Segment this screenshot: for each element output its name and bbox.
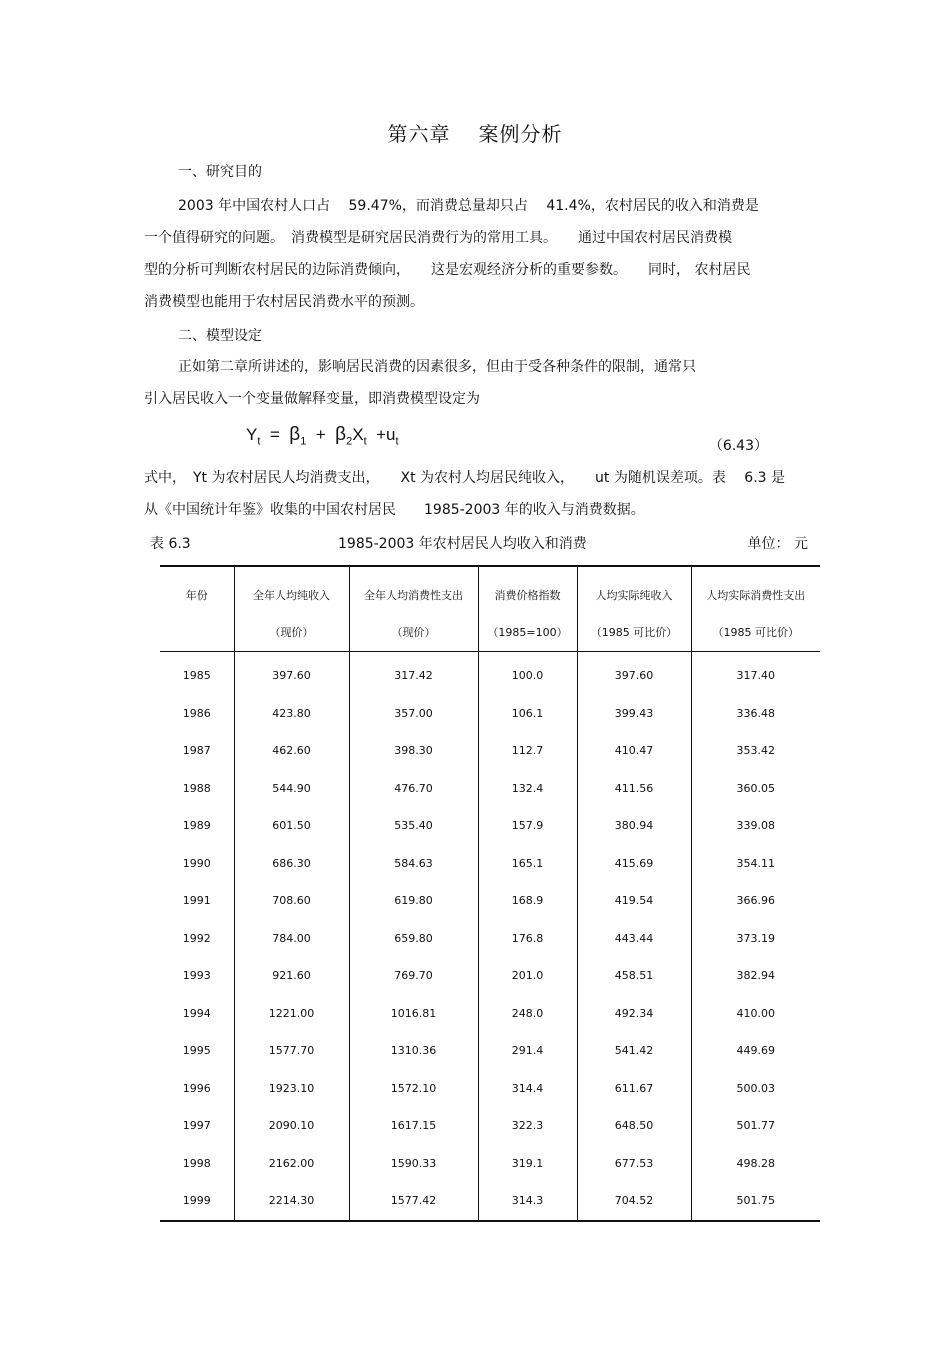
column-header-unit: （现价） (269, 626, 314, 639)
table-cell: 1572.10 (349, 1070, 478, 1108)
table-cell: 476.70 (349, 770, 478, 808)
table-cell: 1990 (182, 856, 211, 870)
table-row (160, 652, 820, 695)
column-header (234, 566, 349, 652)
table-cell: 1310.36 (349, 1032, 478, 1070)
table-cell: 611.67 (577, 1070, 691, 1108)
table-cell: 708.60 (234, 882, 349, 920)
table-cell: 462.60 (234, 732, 349, 770)
column-header (691, 566, 820, 652)
column-header (577, 566, 691, 652)
table-title: 1985-2003 年农村居民人均收入和消费 (338, 536, 587, 552)
table-cell: 419.54 (577, 882, 691, 920)
table-cell: 921.60 (234, 957, 349, 995)
page-title (0, 118, 950, 147)
paragraph-line: 式中， Yt 为农村居民人均消费支出， Xt 为农村人均居民纯收入， ut 为随机误差项。表 6.3 是 (144, 470, 785, 486)
table-row (160, 770, 820, 808)
table-cell: 112.7 (478, 732, 577, 770)
paragraph-line: 2003 年中国农村人口占 59.47%，而消费总量却只占 41.4%，农村居民的收入和消费是 (178, 198, 759, 214)
table-cell: 1577.42 (349, 1182, 478, 1221)
table-cell: 458.51 (577, 957, 691, 995)
table-cell: 1991 (182, 894, 211, 908)
table-cell: 366.96 (691, 882, 820, 920)
equation-number: （6.43） (708, 438, 768, 454)
column-header (478, 566, 577, 652)
table-cell: 336.48 (691, 695, 820, 733)
table-cell: 686.30 (234, 845, 349, 883)
section-heading-model-setting: 二、模型设定 (178, 328, 262, 344)
table-cell: 501.77 (691, 1107, 820, 1145)
table-cell: 443.44 (577, 920, 691, 958)
table-cell: 317.42 (349, 652, 478, 695)
table-cell: 659.80 (349, 920, 478, 958)
table-cell: 1016.81 (349, 995, 478, 1033)
table-cell: 106.1 (478, 695, 577, 733)
section-heading-research-purpose: 一、研究目的 (178, 164, 262, 180)
table-label: 表 6.3 (150, 536, 191, 552)
column-header-unit: （1985 可比价） (712, 626, 799, 639)
table-cell: 201.0 (478, 957, 577, 995)
table-cell: 601.50 (234, 807, 349, 845)
table-cell: 1221.00 (234, 995, 349, 1033)
table-cell: 501.75 (691, 1182, 820, 1221)
table-cell: 449.69 (691, 1032, 820, 1070)
table-row (160, 807, 820, 845)
income-consumption-table (160, 565, 820, 1222)
paragraph-variable-definitions (144, 462, 804, 526)
table-cell: 410.47 (577, 732, 691, 770)
table-cell: 397.60 (234, 652, 349, 695)
paragraph-research-purpose (144, 190, 804, 318)
chapter-title: 案例分析 (478, 122, 563, 146)
table-cell: 1994 (182, 1006, 211, 1020)
table-row (160, 882, 820, 920)
table-row (160, 957, 820, 995)
table-cell: 1999 (160, 1182, 234, 1221)
table-cell: 1988 (182, 781, 211, 795)
consumption-model-formula: $Y_t = \beta_1 + \beta_2X_t +u_t$ (246, 424, 399, 448)
table-row (160, 1107, 820, 1145)
table-cell: 357.00 (349, 695, 478, 733)
table-cell: 410.00 (691, 995, 820, 1033)
table-cell: 500.03 (691, 1070, 820, 1108)
table-cell: 1998 (182, 1156, 211, 1170)
paragraph-line: 消费模型也能用于农村居民消费水平的预测。 (144, 294, 424, 310)
table-body (160, 652, 820, 1221)
table-cell: 677.53 (577, 1145, 691, 1183)
column-header-unit: （1985 可比价） (590, 626, 678, 639)
table-cell: 354.11 (691, 845, 820, 883)
table-cell: 100.0 (478, 652, 577, 695)
column-header-line: 人均实际消费性支出 (706, 589, 806, 602)
table-cell: 248.0 (478, 995, 577, 1033)
table-cell: 784.00 (234, 920, 349, 958)
table-cell: 1617.15 (349, 1107, 478, 1145)
table-cell: 165.1 (478, 845, 577, 883)
table-cell: 2214.30 (234, 1182, 349, 1221)
table-cell: 498.28 (691, 1145, 820, 1183)
table-cell: 314.3 (478, 1182, 577, 1221)
paragraph-line: 正如第二章所讲述的，影响居民消费的因素很多，但由于受各种条件的限制，通常只 (178, 359, 696, 375)
table-cell: 176.8 (478, 920, 577, 958)
table-cell: 541.42 (577, 1032, 691, 1070)
paragraph-line: 引入居民收入一个变量做解释变量，即消费模型设定为 (144, 391, 480, 407)
table-unit: 单位： 元 (747, 536, 808, 552)
table-row (160, 995, 820, 1033)
table-cell: 619.80 (349, 882, 478, 920)
table-cell: 423.80 (234, 695, 349, 733)
table-row (160, 732, 820, 770)
table-row (160, 1145, 820, 1183)
paragraph-line: 一个值得研究的问题。 消费模型是研究居民消费行为的常用工具。 通过中国农村居民消费模 (144, 230, 732, 246)
table-cell: 322.3 (478, 1107, 577, 1145)
paragraph-line: 从《中国统计年鉴》收集的中国农村居民 1985-2003 年的收入与消费数据。 (144, 502, 645, 518)
table-cell: 1986 (182, 706, 211, 720)
table-cell: 1993 (182, 969, 211, 983)
table-cell: 157.9 (478, 807, 577, 845)
table-cell: 2090.10 (234, 1107, 349, 1145)
table-cell: 317.40 (691, 652, 820, 695)
column-header (349, 566, 478, 652)
table-cell: 769.70 (349, 957, 478, 995)
table-cell: 399.43 (577, 695, 691, 733)
table-cell: 360.05 (691, 770, 820, 808)
table-cell: 1985 (182, 669, 211, 683)
table-cell: 535.40 (349, 807, 478, 845)
table-cell: 1992 (182, 931, 211, 945)
table-cell: 544.90 (234, 770, 349, 808)
table-row (160, 1032, 820, 1070)
table-cell: 168.9 (478, 882, 577, 920)
table-cell: 1996 (182, 1081, 211, 1095)
table-cell: 380.94 (577, 807, 691, 845)
table-header-row (160, 566, 820, 652)
column-header-line: 全年人均纯收入 (253, 589, 330, 602)
table-cell: 1590.33 (349, 1145, 478, 1183)
table-cell: 353.42 (691, 732, 820, 770)
table-cell: 397.60 (577, 652, 691, 695)
column-header-line: 年份 (185, 589, 208, 602)
column-header-line: 消费价格指数 (494, 589, 561, 602)
table-cell: 584.63 (349, 845, 478, 883)
table-cell: 373.19 (691, 920, 820, 958)
table-cell: 648.50 (577, 1107, 691, 1145)
column-header-line: 全年人均消费性支出 (364, 589, 463, 602)
table-cell: 1987 (182, 744, 211, 758)
table-cell: 1577.70 (234, 1032, 349, 1070)
table-cell: 314.4 (478, 1070, 577, 1108)
table-cell: 1995 (182, 1044, 211, 1058)
column-header-unit: （1985=100） (487, 626, 568, 639)
chapter-number: 第六章 (387, 122, 451, 146)
table-cell: 1923.10 (234, 1070, 349, 1108)
table-row (160, 1182, 820, 1221)
table-row (160, 920, 820, 958)
table-cell: 1989 (182, 819, 211, 833)
table-row (160, 695, 820, 733)
table-cell: 2162.00 (234, 1145, 349, 1183)
table-cell: 492.34 (577, 995, 691, 1033)
table-cell: 415.69 (577, 845, 691, 883)
table-cell: 411.56 (577, 770, 691, 808)
table-cell: 398.30 (349, 732, 478, 770)
table-cell: 319.1 (478, 1145, 577, 1183)
paragraph-model-setting (144, 351, 804, 415)
table-cell: 382.94 (691, 957, 820, 995)
column-header (160, 566, 234, 652)
column-header-line: 人均实际纯收入 (595, 589, 673, 602)
table-row (160, 845, 820, 883)
column-header-unit: （现价） (391, 626, 436, 639)
table-cell: 339.08 (691, 807, 820, 845)
table-cell: 291.4 (478, 1032, 577, 1070)
table-cell: 704.52 (577, 1182, 691, 1221)
table-row (160, 1070, 820, 1108)
table-cell: 1997 (182, 1119, 211, 1133)
paragraph-line: 型的分析可判断农村居民的边际消费倾向， 这是宏观经济分析的重要参数。 同时， 农村居民 (144, 262, 751, 278)
table-cell: 132.4 (478, 770, 577, 808)
